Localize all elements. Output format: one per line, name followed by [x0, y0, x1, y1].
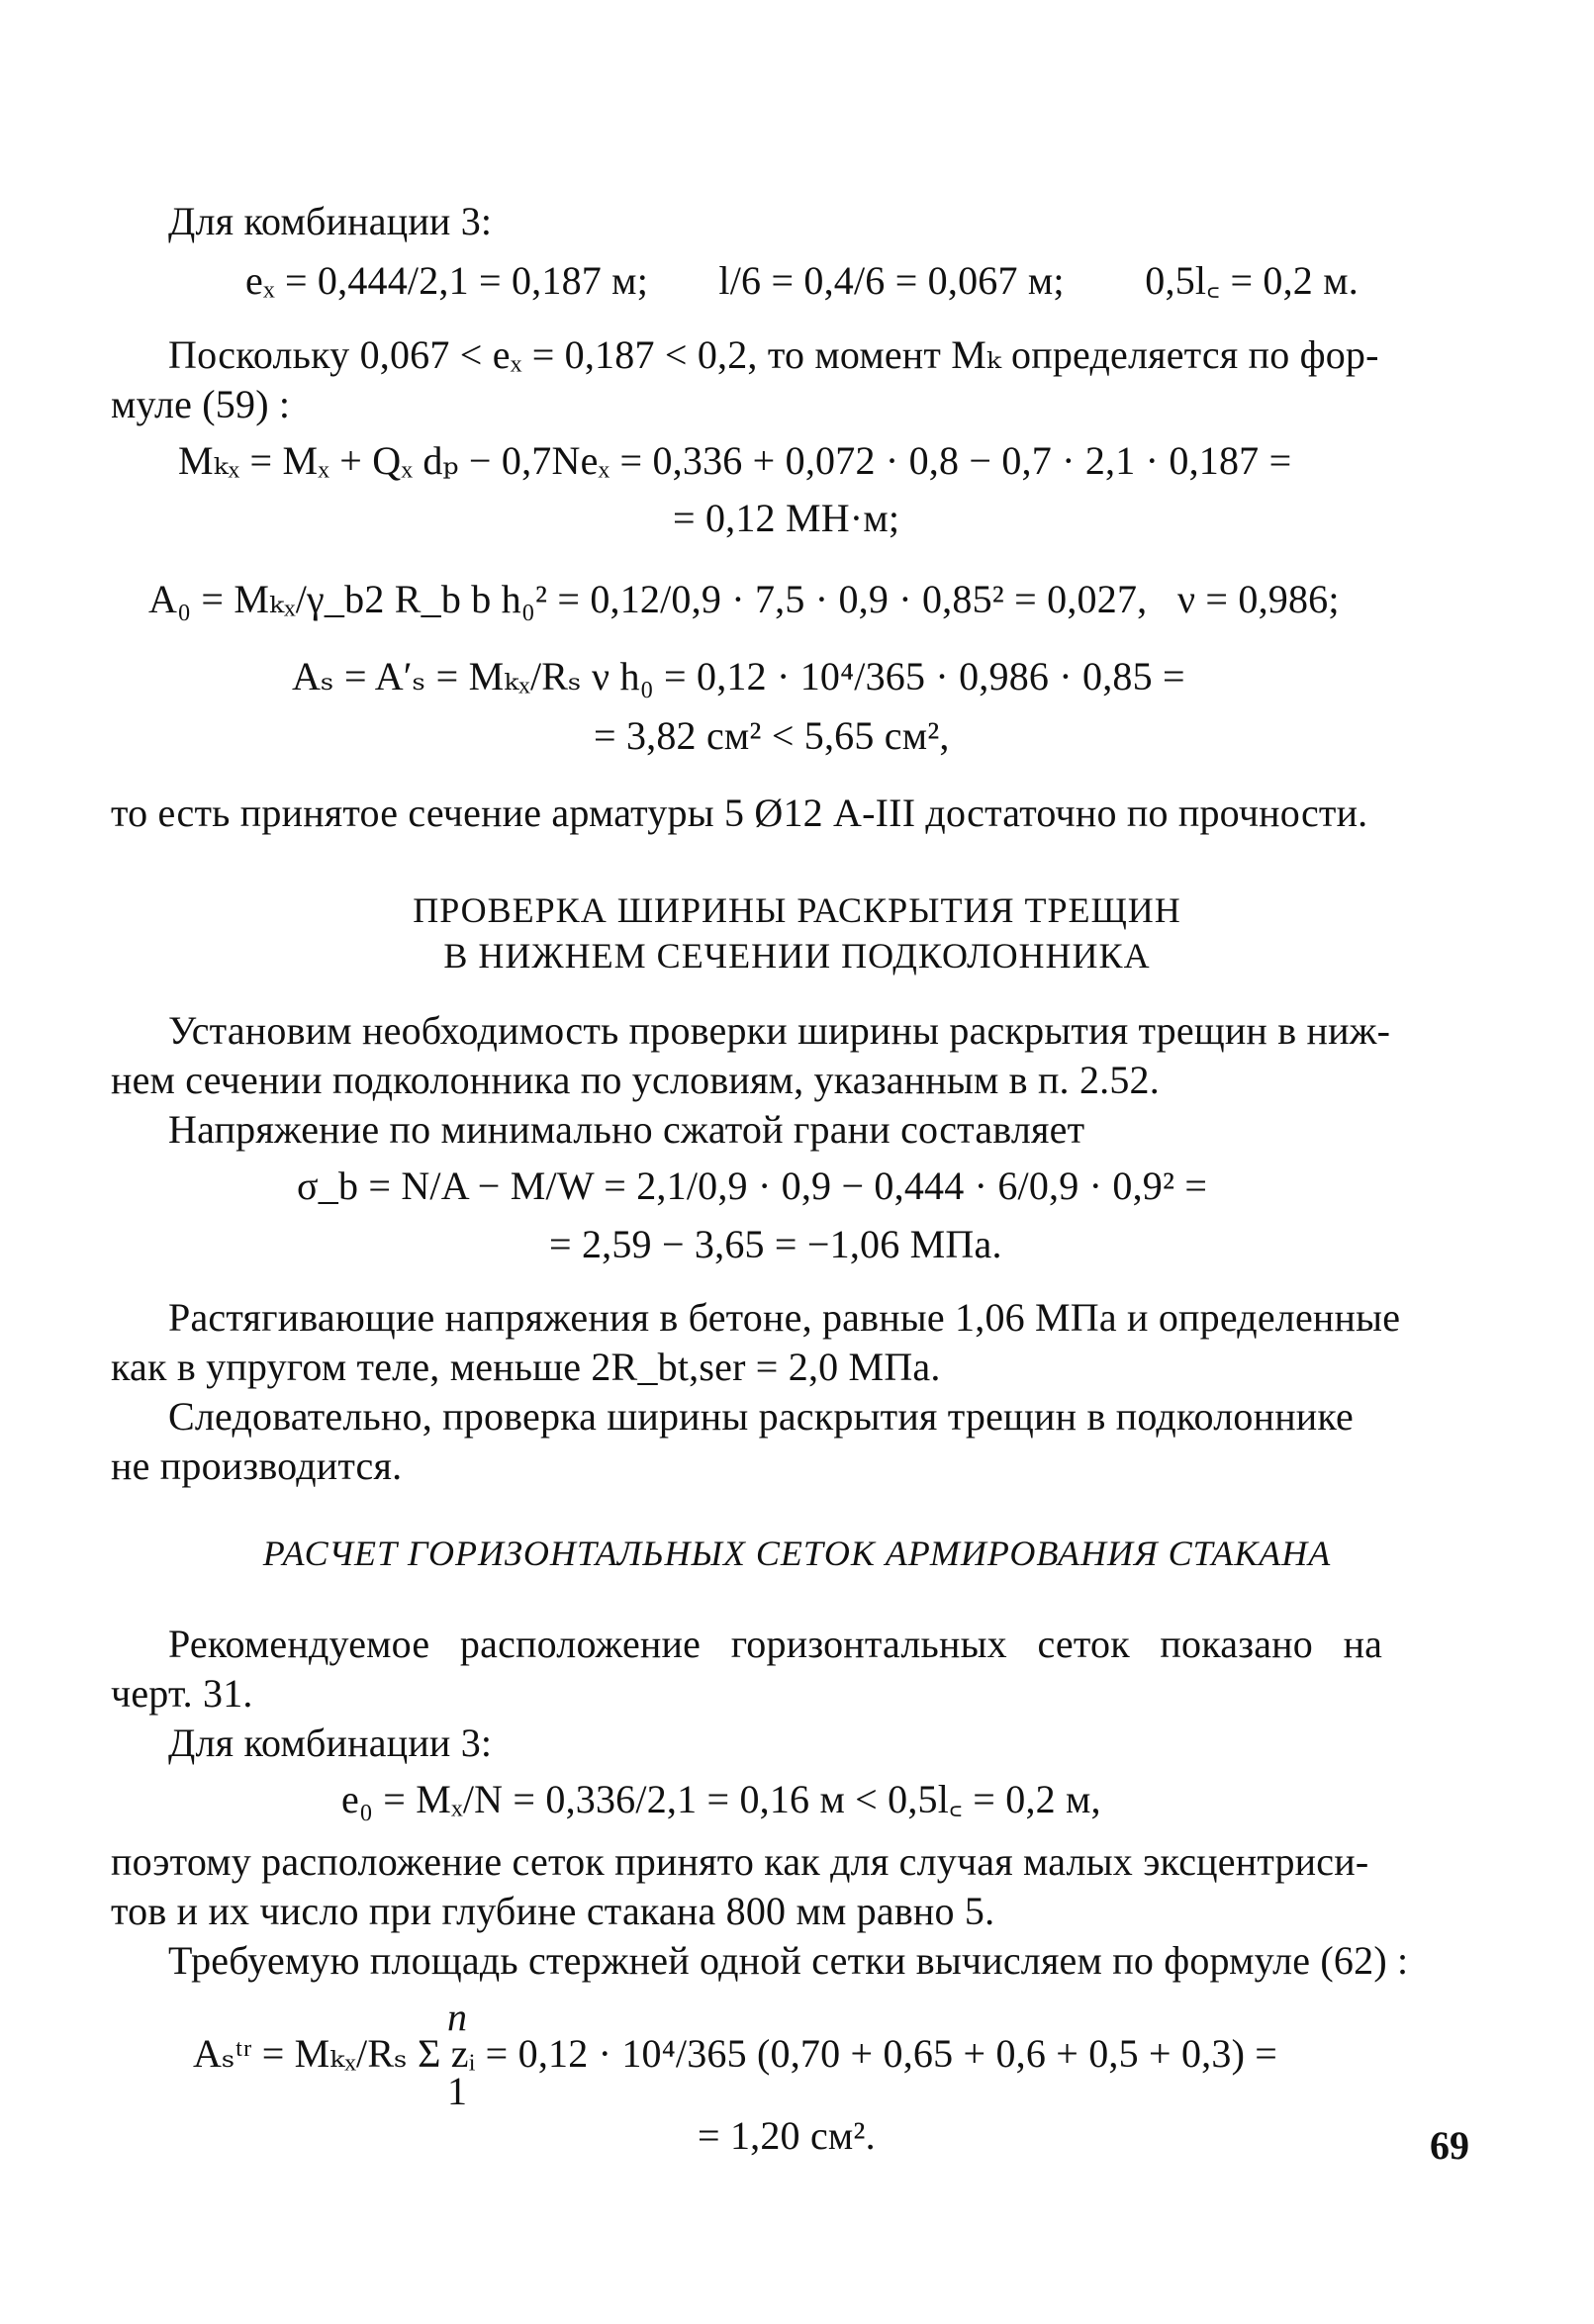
text-line: Растягивающие напряжения в бетоне, равные 1,06 МПа и определенные [168, 1295, 1401, 1340]
formula-line: A₀ = Mₖₓ/γ_b2 R_b b h₀² = 0,12/0,9 · 7,5 · 0,9 · 0,85² = 0,027, ν = 0,986; [148, 577, 1340, 621]
text-line: Следовательно, проверка ширины раскрытия трещин в подколоннике [168, 1394, 1355, 1439]
text-line: Для комбинации 3: [168, 199, 493, 243]
text-line: Напряжение по минимально сжатой грани составляет [168, 1107, 1085, 1152]
text-line: Поскольку 0,067 < eₓ = 0,187 < 0,2, то момент Mₖ определяется по фор- [168, 332, 1379, 377]
text-line: Для комбинации 3: [168, 1720, 493, 1765]
text-line: Требуемую площадь стержней одной сетки вычисляем по формуле (62) : [168, 1938, 1409, 1983]
text-line: нем сечении подколонника по условиям, указанным в п. 2.52. [111, 1058, 1160, 1102]
text-line: муле (59) : [111, 382, 291, 426]
text-line: как в упругом теле, меньше 2R_bt,ser = 2,0 МПа. [111, 1345, 941, 1389]
formula-line: e₀ = Mₓ/N = 0,336/2,1 = 0,16 м < 0,5l꜀ = 0,2 м, [341, 1777, 1101, 1821]
formula-line: eₓ = 0,444/2,1 = 0,187 м; l/6 = 0,4/6 = 0,067 м; 0,5l꜀ = 0,2 м. [245, 258, 1359, 303]
text-line: тов и их число при глубине стакана 800 мм равно 5. [111, 1889, 995, 1933]
summation-upper-limit: n [447, 1995, 468, 2039]
section-heading: ПРОВЕРКА ШИРИНЫ РАСКРЫТИЯ ТРЕЩИН [413, 890, 1181, 930]
formula-line: = 2,59 − 3,65 = −1,06 МПа. [549, 1222, 1002, 1266]
text-line: поэтому расположение сеток принято как для случая малых эксцентриси- [111, 1839, 1369, 1884]
formula-line: σ_b = N/A − M/W = 2,1/0,9 · 0,9 − 0,444 · 6/0,9 · 0,9² = [297, 1163, 1208, 1208]
page-number: 69 [1430, 2123, 1469, 2168]
summation-lower-limit: 1 [447, 2069, 468, 2113]
formula-line: = 0,12 МН·м; [673, 496, 900, 540]
text-line: то есть принятое сечение арматуры 5 Ø12 А-III достаточно по прочности. [111, 790, 1368, 835]
formula-line: Aₛᵗʳ = Mₖₓ/Rₛ Σ zᵢ = 0,12 · 10⁴/365 (0,70 + 0,65 + 0,6 + 0,5 + 0,3) = [193, 2031, 1278, 2076]
text-line: Установим необходимость проверки ширины раскрытия трещин в ниж- [168, 1008, 1391, 1053]
section-heading-italic: РАСЧЕТ ГОРИЗОНТАЛЬНЫХ СЕТОК АРМИРОВАНИЯ СТАКАНА [262, 1534, 1332, 1573]
section-heading: В НИЖНЕМ СЕЧЕНИИ ПОДКОЛОННИКА [443, 936, 1151, 976]
formula-line: Aₛ = A′ₛ = Mₖₓ/Rₛ ν h₀ = 0,12 · 10⁴/365 · 0,986 · 0,85 = [292, 654, 1185, 698]
text-line: Рекомендуемое расположение горизонтальных сеток показано на [168, 1622, 1383, 1666]
text-line: не производится. [111, 1443, 403, 1488]
text-line: черт. 31. [111, 1671, 253, 1716]
formula-line: = 3,82 см² < 5,65 см², [594, 713, 950, 758]
formula-line: Mₖₓ = Mₓ + Qₓ dₚ − 0,7Neₓ = 0,336 + 0,072 · 0,8 − 0,7 · 2,1 · 0,187 = [178, 438, 1292, 483]
formula-line: = 1,20 см². [698, 2113, 876, 2158]
